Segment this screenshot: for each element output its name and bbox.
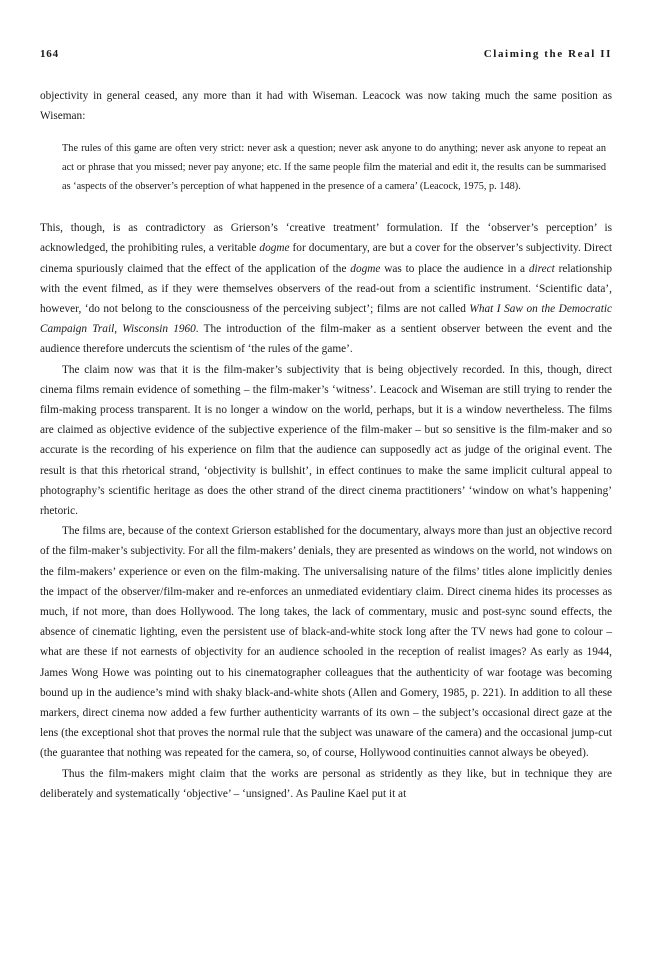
paragraph-1-text-a: This, though, is as contradictory as Grierson’s ‘creative treatment’ formulation. If the ‘observer’s perception’ is acknowledged, the prohibiting rules, a veritable — [40, 222, 612, 255]
book-page — [40, 48, 612, 804]
paragraph-3: The films are, because of the context Grierson established for the documentary, always more than just an objective record of the film-maker’s subjectivity. For all the film-makers’ denials, they are presented as windows on the world, not windows on the film-makers’ experience or even on the film-making. The universalising nature of the films’ titles alone implicitly denies the impact of the observer/film-maker and re-enforces an unmediated evidentiary claim. Direct cinema hides its processes as much, if not more, than does Hollywood. The long takes, the lack of commentary, music and post-sync sound effects, the absence of cinematic lighting, even the persistent use of black-and-white stock long after the TV news had gone to colour – what are these if not earnests of objectivity for an audience schooled in the reception of realist images? As early as 1944, James Wong Howe was pointing out to his cinematographer colleagues that the authenticity of war footage was becoming bound up in the audience’s mind with shaky black-and-white shots (Allen and Gomery, 1985, p. 221). In addition to all these markers, direct cinema now added a few further authenticity warrants of its own – the subject’s occasional direct gaze at the lens (the exceptional shot that proves the normal rule that the subject was unaware of the camera) and the occasional jump-cut (the guarantee that nothing was repeated for the camera, so, of course, Hollywood continuities cannot always be obeyed). — [40, 525, 612, 760]
paragraph-1-text-d: relationship with the event filmed, as if they were themselves observers of the read-out from a scientific instrument. ‘Scientific data’, however, ‘do not belong to the consciousness of the perceiving subject’; films are not called — [40, 262, 612, 315]
running-header — [40, 48, 612, 60]
paragraph-1 — [40, 218, 612, 359]
paragraph-1-emphasis-dogme-2: dogme — [350, 262, 381, 275]
paragraph-4: Thus the film-makers might claim that the works are personal as stridently as they like, but in technique they are deliberately and systematically ‘objective’ – ‘unsigned’. As Pauline Kael put it at — [40, 767, 612, 800]
paragraph-2: The claim now was that it is the film-maker’s subjectivity that is being objectively recorded. In this, though, direct cinema films remain evidence of something – the film-maker’s ‘witness’. Leacock and Wiseman are still trying to render the film-making process transparent. It is no longer a window on the world, perhaps, but it is a window nevertheless. The films are claimed as objective evidence of the subjective experience of the film-maker – but so sensitive is the film-maker and so accurate is the recording of his experience on film that the audience can supposedly act as judge of the original event. The result is that this rhetorical strand, ‘objectivity is bullshit’, in effect continues to make the same implicit cultural appeal to photography’s scientific heritage as does the other strand of the direct cinema practitioners’ ‘window on what’s happening’ rhetoric. — [40, 363, 612, 518]
paragraph-1-emphasis-direct: direct — [528, 262, 555, 275]
running-title: Claiming the Real II — [483, 48, 612, 60]
paragraph-opening: objectivity in general ceased, any more than it had with Wiseman. Leacock was now taking much the same position as Wiseman: — [40, 90, 612, 123]
page-number: 164 — [40, 48, 59, 60]
quote-text: The rules of this game are often very strict: never ask a question; never ask anyone to do anything; never ask anyone to repeat an act or phrase that you missed; never pay anyone; etc. If the same people film the material and edit it, the results can be summarised as ‘aspects of the observer’s perception of what happened in the presence of a camera’ (Leacock, 1975, p. 148). — [62, 143, 606, 192]
paragraph-1-text-e: . The introduction of the film-maker as a sentient observer between the event and the audience therefore undercuts the scientism of ‘the rules of the game’. — [40, 323, 612, 356]
paragraph-1-text-b: for documentary, are but a cover for the observer’s subjectivity. Direct cinema spuriously claimed that the effect of the application of the — [40, 242, 612, 275]
paragraph-1-text-c: was to place the audience in a — [380, 262, 529, 275]
paragraph-1-emphasis-dogme: dogme — [259, 242, 290, 255]
paragraph-1-film-title: What I Saw on the Democratic Campaign Trail, Wisconsin 1960 — [40, 303, 612, 336]
block-quote — [62, 140, 606, 196]
